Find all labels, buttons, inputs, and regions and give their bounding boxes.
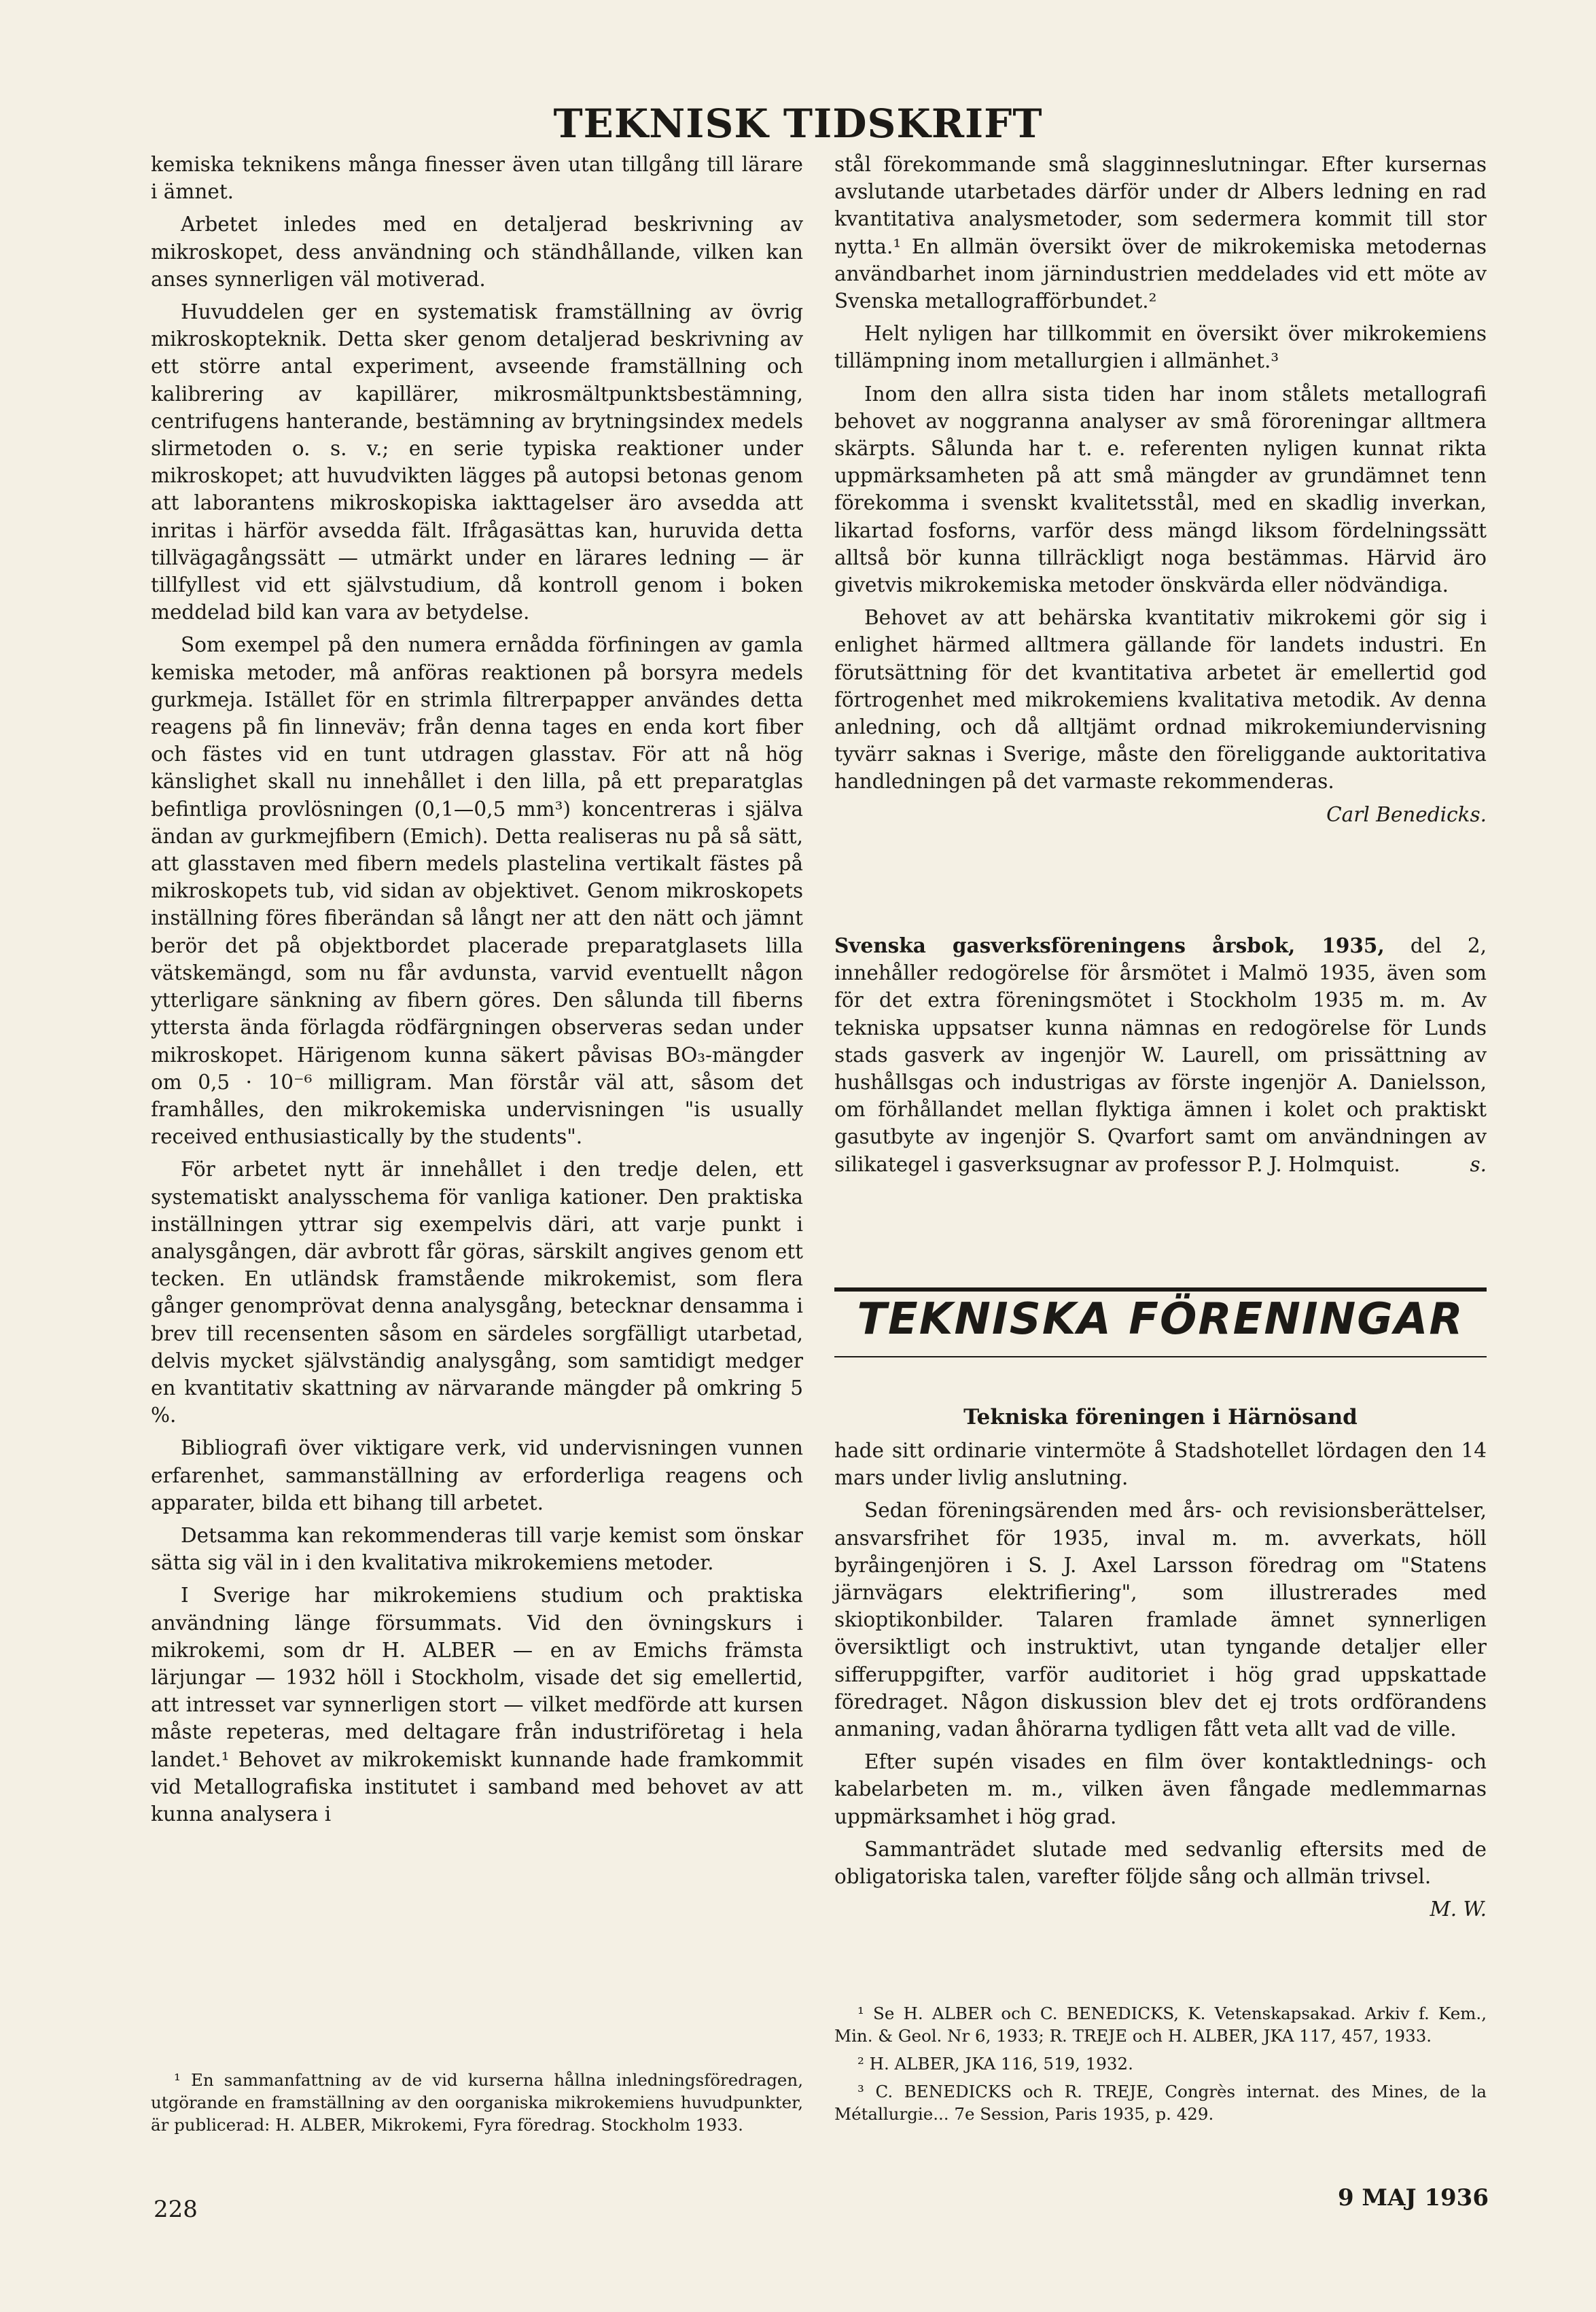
- paragraph: stål förekommande små slagginneslutningar. Efter kursernas avslutande utarbetades därför under dr Albers ledning en rad kvantitativa analysmetoder, som sedermera kommit till stor nytta.¹ En allmän översikt över de mikrokemiska metodernas användbarhet inom järnindustrien meddelades vid ett möte av Svenska metallografförbundet.²: [834, 153, 1487, 313]
- paragraph: Sedan föreningsärenden med års- och revisionsberättelser, ansvarsfrihet för 1935, inval m. m. avverkats, höll byråingenjören i S. J. Axel Larsson föredrag om "Statens järnvägars elektrifiering", som illustrerades med skioptikonbilder. Talaren framlade ämnet synnerligen översiktligt och instruktivt, utan tyngande detaljer eller sifferuppgifter, varför auditoriet i hög grad uppskattade föredraget. Någon diskussion blev det ej trots ordförandens anmaning, vadan åhörarna tydligen fått veta allt vad de ville.: [834, 1499, 1487, 1741]
- signature: M. W.: [1430, 1898, 1487, 1921]
- footnotes-right: [834, 2002, 1487, 2131]
- paragraph: Efter supén visades en film över kontaktlednings- och kabelarbeten m. m., vilken även fångade medlemmarnas uppmärksamhet i hög grad.: [834, 1750, 1487, 1828]
- section-rule-top: [834, 1287, 1487, 1292]
- right-column: [834, 151, 1487, 834]
- footnote: ³ C. BENEDICKS och R. TREJE, Congrès internat. des Mines, de la Métallurgie... 7e Session, Paris 1935, p. 429.: [834, 2082, 1487, 2124]
- section-title: TEKNISKA FÖRENINGAR: [857, 1294, 1464, 1345]
- footnote: ² H. ALBER, JKA 116, 519, 1932.: [857, 2054, 1133, 2074]
- paragraph: Inom den allra sista tiden har inom stålets metallografi behovet av noggranna analyser av små föroreningar alltmera skärpts. Sålunda har t. e. referenten nyligen kunnat rikta uppmärksamheten på att små mängder av grundämnet tenn förekomma i svenskt kvalitetsstål, med en skadlig inverkan, likartad fosforns, varför dess mängd liksom fördelningssätt alltså bör kunna tillräckligt noga bestämmas. Härvid äro givetvis mikrokemiska metoder önskvärda eller nödvändiga.: [834, 382, 1487, 597]
- paragraph: Som exempel på den numera ernådda förfiningen av gamla kemiska metoder, må anföras reaktionen på borsyra medels gurkmeja. Istället för en strimla filtrerpapper användes detta reagens på fin linneväv; från denna tages en enda kort fiber och fästes vid en tunt utdragen glasstav. För att nå hög känslighet skall nu innehållet i den lilla, på ett preparatglas befintliga provlösningen (0,1—0,5 mm³) koncentreras i själva ändan av gurkmejfibern (Emich). Detta realiseras nu på så sätt, att glasstaven med fibern medels plastelina vertikalt fästes på mikroskopets tub, vid sidan av objektivet. Genom mikroskopets inställning föres fiberändan så långt ner att den nätt och jämnt berör det på objektbordet placerade preparatglasets lilla vätskemängd, som nu får avdunsta, varvid eventuellt någon ytterligare sänkning av fibern göres. Den sålunda till fiberns yttersta ända förlagda rödfärgningen observeras sedan under mikroskopet. Härigenom kunna säkert påvisas BO₃-mängder om 0,5 · 10⁻⁶ milligram. Man förstår väl att, såsom det framhålles, den mikrokemiska undervisningen "is usually received enthusiastically by the students".: [151, 633, 803, 1149]
- paragraph: Arbetet inledes med en detaljerad beskrivning av mikroskopet, dess användning och ständhållande, vilken kan anses synnerligen väl motiverad.: [151, 213, 803, 291]
- signature: Carl Benedicks.: [1326, 802, 1487, 826]
- paragraph: kemiska teknikens många finesser även utan tillgång till lärare i ämnet.: [151, 153, 803, 204]
- paragraph: För arbetet nytt är innehållet i den tredje delen, ett systematiskt analysschema för vanliga kationer. Den praktiska inställningen yttrar sig exempelvis däri, att varje punkt i analysgången, där avbrott får göras, särskilt angives genom ett tecken. En utländsk framstående mikrokemist, som flera gånger genomprövat denna analysgång, betecknar densamma i brev till recensenten såsom en särdeles sorgfälligt utarbetad, delvis mycket självständig analysgång, som samtidigt medger en kvantitativ skattning av närvarande mängder på omkring 5 %.: [151, 1158, 803, 1427]
- page-number: 228: [154, 2196, 198, 2223]
- paragraph: I Sverige har mikrokemiens studium och praktiska användning länge försummats. Vid den övningskurs i mikrokemi, som dr H. ALBER — en av Emichs främsta lärjungar — 1932 höll i Stockholm, visade det sig emellertid, att intresset var synnerligen stort — vilket medförde att kursen måste repeteras, med deltagare från industriföretag i hela landet.¹ Behovet av mikrokemiskt kunnande hade framkommit vid Metallografiska institutet i samband med behovet av att kunna analysera i: [151, 1584, 803, 1826]
- footnote-left: [151, 2069, 803, 2141]
- forening-report: [834, 1437, 1487, 1928]
- review-body: del 2, innehåller redogörelse för årsmötet i Malmö 1935, även som för det extra föreningsmötet i Stockholm 1935 m. m. Av tekniska uppsatser kunna nämnas en redogörelse för Lunds stads gasverk av ingenjör W. Laurell, om prissättning av hushållsgas och industrigas av förste ingenjör A. Danielsson, om förhållandet mellan flyktiga ämnen i kolet och praktiskt gasutbyte av ingenjör S. Qvarfort samt om användningen av silikategel i gasverksugnar av professor P. J. Holmquist.: [834, 934, 1487, 1176]
- paragraph: Helt nyligen har tillkommit en översikt över mikrokemiens tillämpning inom metallurgien i allmänhet.³: [834, 322, 1487, 373]
- left-column: [151, 151, 803, 1833]
- sub-heading: Tekniska föreningen i Härnösand: [963, 1405, 1358, 1429]
- paragraph: Huvuddelen ger en systematisk framställning av övrig mikroskopteknik. Detta sker genom detaljerad beskrivning av ett större antal experiment, avseende framställning och kalibrering av kapillärer, mikrosmältpunktsbestämning, centrifugens hanterande, bestämning av brytningsindex medels slirmetoden o. s. v.; en serie typiska reaktioner under mikroskopet; att huvudvikten lägges på autopsi betonas genom att laborantens mikroskopiska iakttagelser äro avsedda att inritas i härför avsedda fält. Ifrågasättas kan, huruvida detta tillvägagångssätt — utmärkt under en lärares ledning — är tillfyllest vid ett självstudium, då kontroll genom i boken meddelad bild kan vara av betydelse.: [151, 300, 803, 624]
- footnote: ¹ En sammanfattning av de vid kurserna hållna inledningsföredragen, utgörande en framställning av den oorganiska mikrokemiens huvudpunkter, är publicerad: H. ALBER, Mikrokemi, Fyra föredrag. Stockholm 1933.: [151, 2070, 803, 2135]
- review-gasverk: [834, 932, 1487, 1184]
- paragraph: Sammanträdet slutade med sedvanlig eftersits med de obligatoriska talen, varefter följde sång och allmän trivsel.: [834, 1837, 1487, 1889]
- section-rule-bottom: [834, 1356, 1487, 1357]
- masthead: TEKNISK TIDSKRIFT: [553, 101, 1043, 147]
- issue-date: 9 MAJ 1936: [1337, 2184, 1489, 2211]
- footnote: ¹ Se H. ALBER och C. BENEDICKS, K. Vetenskapsakad. Arkiv f. Kem., Min. & Geol. Nr 6, 1933; R. TREJE och H. ALBER, JKA 117, 457, 1933.: [834, 2004, 1487, 2046]
- paragraph: hade sitt ordinarie vintermöte å Stadshotellet lördagen den 14 mars under livlig anslutning.: [834, 1439, 1487, 1490]
- review-title: Svenska gasverksföreningens årsbok, 1935,: [834, 933, 1385, 957]
- paragraph: Detsamma kan rekommenderas till varje kemist som önskar sätta sig väl in i den kvalitativa mikrokemiens metoder.: [151, 1523, 803, 1575]
- review-signature: s.: [1470, 1152, 1487, 1176]
- paragraph: Bibliografi över viktigare verk, vid undervisningen vunnen erfarenhet, sammanställning av erforderliga reagens och apparater, bilda ett bihang till arbetet.: [151, 1436, 803, 1514]
- paragraph: Behovet av att behärska kvantitativ mikrokemi gör sig i enlighet härmed alltmera gällande för landets industri. En förutsättning för det kvantitativa arbetet är emellertid god förtrogenhet med mikrokemiens kvalitativa metodik. Av denna anledning, och då alltjämt ordnad mikrokemiundervisning tyvärr saknas i Sverige, måste den föreliggande auktoritativa handledningen på det varmaste rekommenderas.: [834, 606, 1487, 794]
